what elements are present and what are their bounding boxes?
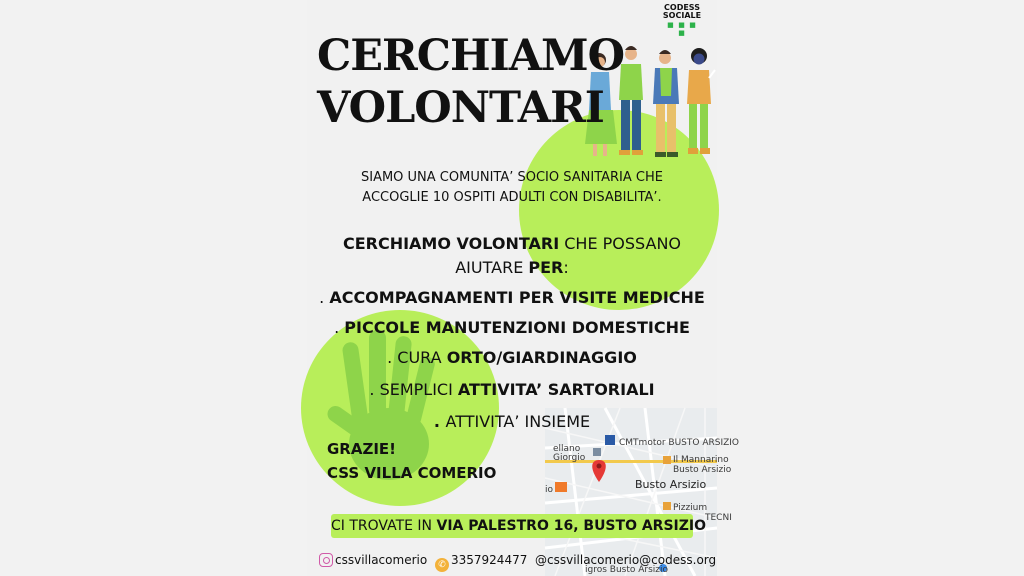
- map-label: Il Mannarino: [673, 455, 729, 465]
- activity-item: [307, 410, 717, 434]
- activity-bullet: .: [387, 348, 398, 367]
- activity-bullet: .: [433, 412, 446, 431]
- activity-bullet: .: [334, 318, 345, 337]
- activity-item: [307, 378, 717, 402]
- activity-bold: ACCOMPAGNAMENTI PER VISITE MEDICHE: [329, 288, 705, 307]
- activity-bold: ATTIVITA’ SARTORIALI: [457, 380, 655, 399]
- address-plain: CI TROVATE IN: [331, 518, 437, 534]
- map-label: Giorgio: [553, 453, 586, 463]
- intro-line2: ACCOGLIE 10 OSPITI ADULTI CON DISABILITA’.: [362, 190, 662, 205]
- activity-item: [307, 346, 717, 370]
- volunteer-poster: [307, 0, 740, 576]
- thanks-block: [327, 437, 496, 485]
- activity-plain: ATTIVITA’ INSIEME: [445, 412, 591, 431]
- request-line1: [307, 232, 717, 256]
- email-address: @cssvillacomerio@codess.org: [535, 553, 717, 567]
- phone-contact[interactable]: [435, 550, 527, 572]
- codess-sociale-logo: [662, 4, 702, 37]
- activity-plain: CURA: [397, 348, 447, 367]
- email-contact[interactable]: [535, 550, 716, 570]
- map-label: ellano: [553, 444, 581, 454]
- phone-icon: ✆: [435, 558, 449, 572]
- contacts-row: [307, 550, 717, 570]
- activity-bold: PICCOLE MANUTENZIONI DOMESTICHE: [344, 318, 690, 337]
- activity-bullet: .: [319, 288, 330, 307]
- map-label: CMTmotor BUSTO ARSIZIO: [619, 438, 740, 448]
- map-label: Pizzium: [673, 503, 708, 513]
- activity-plain: SEMPLICI: [379, 380, 458, 399]
- intro-line1: SIAMO UNA COMUNITA’ SOCIO SANITARIA CHE: [360, 170, 663, 185]
- instagram-icon: [319, 553, 333, 567]
- request-line2: [307, 256, 717, 280]
- intro-text: [332, 168, 692, 208]
- activity-bold: ORTO/GIARDINAGGIO: [446, 348, 637, 367]
- activity-bullet: .: [369, 380, 380, 399]
- instagram-handle: cssvillacomerio: [335, 553, 428, 567]
- logo-dots: ■ ■ ■ ■: [667, 21, 697, 37]
- thanks-line2: CSS VILLA COMERIO: [327, 464, 497, 482]
- thanks-line1: GRAZIE!: [327, 440, 397, 458]
- request-line2-bold: PER: [528, 258, 564, 277]
- map-label: igros Busto Arsizio: [585, 565, 669, 575]
- request-bold: CERCHIAMO VOLONTARI: [342, 234, 560, 253]
- title-line1: CERCHIAMO: [317, 31, 625, 81]
- activity-item: [307, 316, 717, 340]
- instagram-contact[interactable]: [319, 550, 427, 570]
- map-label: io: [545, 485, 554, 495]
- activity-item: [307, 286, 717, 310]
- phone-number: 3357924477: [451, 553, 528, 567]
- map-label: Busto Arsizio: [635, 478, 707, 491]
- map-label: Busto Arsizio: [673, 465, 732, 475]
- map-label: TECNI: [705, 513, 732, 523]
- title-line2: VOLONTARI: [317, 83, 604, 133]
- logo-line2: SOCIALE: [662, 11, 702, 20]
- address-bar: [331, 514, 707, 538]
- request-rest: CHE POSSANO: [559, 234, 682, 253]
- address-bold: VIA PALESTRO 16, BUSTO ARSIZIO: [436, 518, 707, 534]
- request-line2-end: :: [563, 258, 569, 277]
- request-line2-plain: AIUTARE: [455, 258, 529, 277]
- logo-line1: CODESS: [664, 3, 700, 12]
- page-title: [317, 30, 624, 134]
